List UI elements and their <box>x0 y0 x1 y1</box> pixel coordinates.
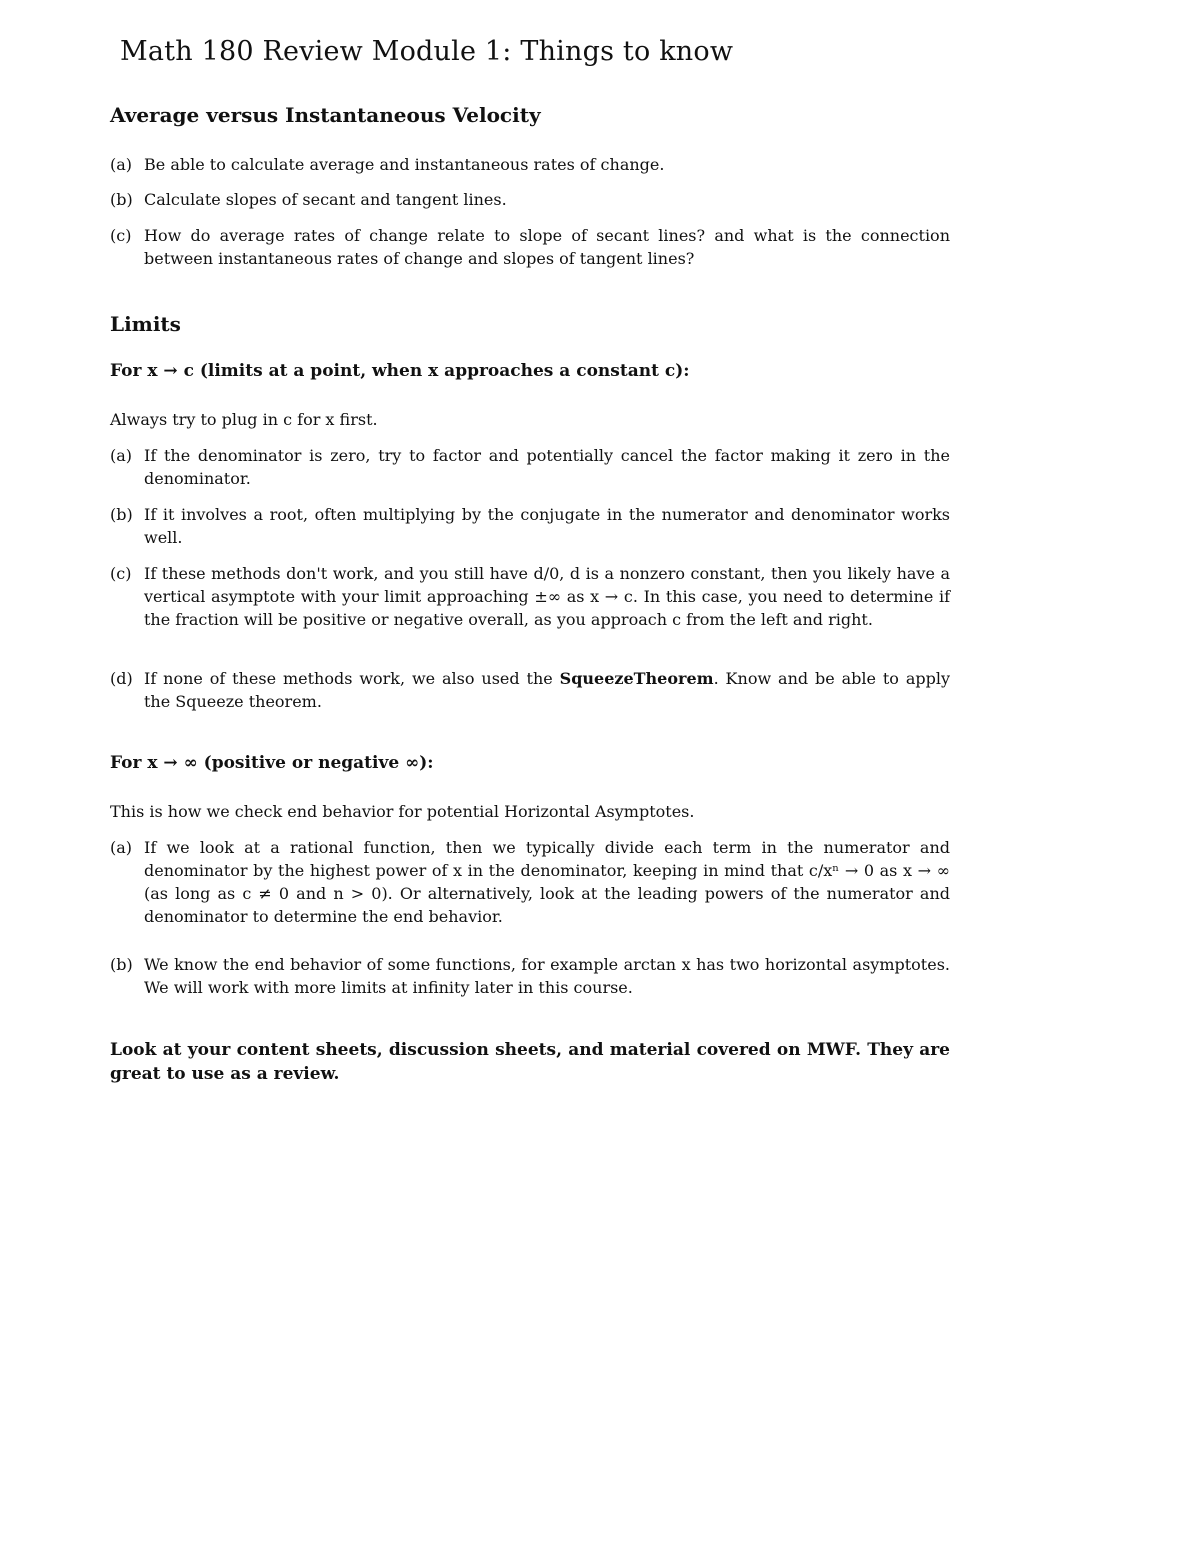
item-text: If we look at a rational function, then we typically divide each term in the numerator and denominator by the highest power of x in the denominator, keeping in mind that c/xⁿ → 0 as x → ∞ (as long as c ≠ 0 and n > 0). Or alternatively, look at the leading powers of the numerator and denominator to determine the end behavior. <box>144 838 950 926</box>
limits-infinity-intro: This is how we check end behavior for potential Horizontal Asymptotes. <box>110 802 695 821</box>
limits-point-intro: Always try to plug in c for x first. <box>110 410 378 429</box>
item-label: (c) <box>110 564 132 583</box>
item-text <box>144 667 950 713</box>
list-item <box>110 562 950 631</box>
item-label: (d) <box>110 669 133 688</box>
item-text: If the denominator is zero, try to factor and potentially cancel the factor making it zero in the denominator. <box>144 446 950 488</box>
item-text: If these methods don't work, and you still have d/0, d is a nonzero constant, then you likely have a vertical asymptote with your limit approaching ±∞ as x → c. In this case, you need to determine if the fraction will be positive or negative overall, as you approach c from the left and right. <box>144 564 950 629</box>
item-label: (a) <box>110 446 133 465</box>
item-text: If it involves a root, often multiplying by the conjugate in the numerator and denominator works well. <box>144 505 950 547</box>
closing-note: Look at your content sheets, discussion sheets, and material covered on MWF. They are great to use as a review. <box>110 1040 950 1084</box>
list-item <box>110 224 950 270</box>
subheading-limits-at-point: For x → c (limits at a point, when x approaches a constant c): <box>110 361 690 381</box>
list-item <box>110 953 950 999</box>
item-label: (b) <box>110 505 133 524</box>
item-label: (b) <box>110 190 133 209</box>
item-label: (a) <box>110 155 133 174</box>
squeeze-theorem-term: SqueezeTheorem <box>559 669 714 688</box>
item-text: We know the end behavior of some functions, for example arctan x has two horizontal asymptotes. We will work with more limits at infinity later in this course. <box>144 955 950 997</box>
item-text: Calculate slopes of secant and tangent lines. <box>144 190 507 209</box>
item-label: (b) <box>110 955 133 974</box>
section-heading-limits: Limits <box>110 312 181 336</box>
list-item <box>110 667 950 713</box>
list-item <box>110 503 950 549</box>
subheading-limits-at-infinity: For x → ∞ (positive or negative ∞): <box>110 753 434 773</box>
item-label: (c) <box>110 226 132 245</box>
list-item <box>110 444 950 490</box>
item-text-before: If none of these methods work, we also used the <box>144 669 560 688</box>
list-item <box>110 836 950 928</box>
item-text: How do average rates of change relate to slope of secant lines? and what is the connection between instantaneous rates of change and slopes of tangent lines? <box>144 226 950 268</box>
item-label: (a) <box>110 838 133 857</box>
item-text: Be able to calculate average and instantaneous rates of change. <box>144 155 665 174</box>
item-text-after: . Know and be able to apply the Squeeze theorem. <box>144 669 951 711</box>
list-item <box>110 188 950 211</box>
list-item <box>110 153 950 176</box>
page-title: Math 180 Review Module 1: Things to know <box>120 36 734 67</box>
section-heading-velocity: Average versus Instantaneous Velocity <box>110 103 541 127</box>
